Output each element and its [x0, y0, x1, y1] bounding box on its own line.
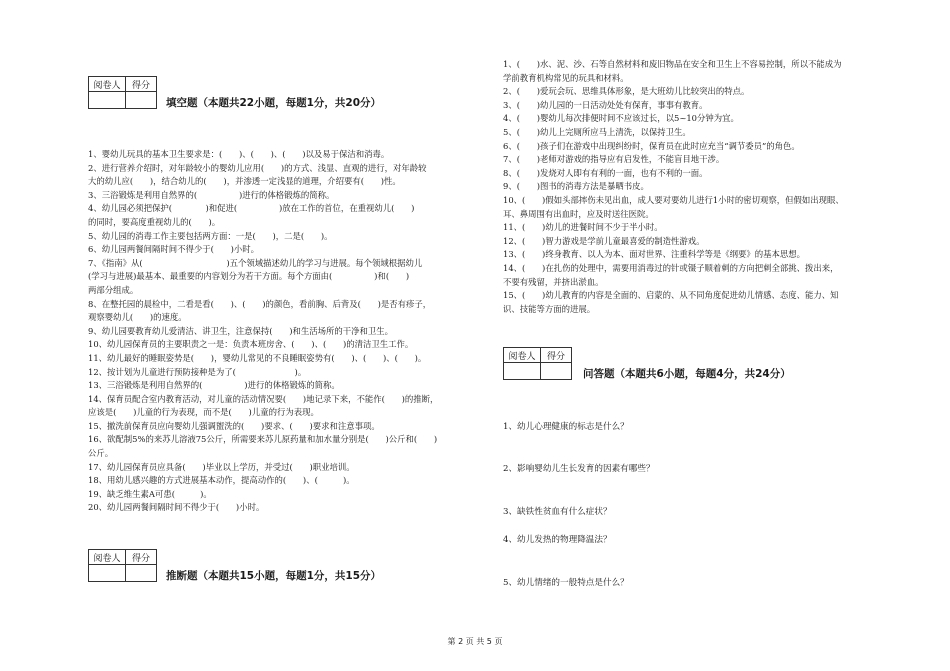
judge-line: 9、( )图书的消毒方法是暴晒书皮。: [503, 181, 649, 192]
fill-blank-line: (学习与进展)最基本、最重要的内容划分为若干方面。每个方面由( )和( ): [88, 271, 410, 282]
fill-blank-line: 3、三浴锻炼是利用自然界的( )进行的体格锻炼的简称。: [88, 189, 335, 200]
fill-blank-line: 9、幼儿园要教育幼儿爱清洁、讲卫生，注意保持( )和生活场所的干净和卫生。: [88, 325, 393, 336]
fill-blank-line: 5、幼儿园的消毒工作主要包括两方面：一是( )，二是( )。: [88, 230, 333, 241]
fill-blank-line: 6、幼儿园两餐间隔时间不得少于( )小时。: [88, 244, 259, 255]
fill-blank-line: 应该是( )儿童的行为表现，而不是( )儿童的行为表现。: [88, 407, 319, 418]
qa-question: 2、影响婴幼儿生长发育的因素有哪些？: [503, 464, 655, 474]
judge-line: 11、( )幼儿的进餐时间不少于半小时。: [503, 222, 663, 233]
score-label: 得分: [126, 550, 157, 565]
fill-blank-line: 17、幼儿园保育员应具备( )毕业以上学历，并受过( )职业培训。: [88, 461, 355, 472]
judge-line: 15、( )幼儿教育的内容是全面的、启蒙的、从不同角度促进幼儿情感、态度、能力、知: [503, 290, 839, 301]
judge-line: 6、( )孩子们在游戏中出现纠纷时，保育员在此时应充当“调节委员”的角色。: [503, 140, 800, 151]
reviewer-cell: [89, 92, 126, 109]
qa-question: 4、幼儿发热的物理降温法？: [503, 535, 612, 545]
judge-line: 12、( )智力游戏是学前儿童最喜爱的制造性游戏。: [503, 235, 705, 246]
score-box-fill-blank: [88, 76, 157, 109]
judge-line: 3、( )幼儿园的一日活动处处有保育，事事有教育。: [503, 99, 708, 110]
judge-line: 13、( )终身教育、以人为本、面对世界、注重科学等是《纲要》的基本思想。: [503, 249, 805, 260]
fill-blank-line: 12、按计划为儿童进行预防接种是为了( )。: [88, 366, 307, 377]
judge-line: 2、( )爱玩会玩、思维具体形象，是大班幼儿比较突出的特点。: [503, 86, 750, 97]
score-cell: [126, 92, 157, 109]
score-label: 得分: [126, 77, 157, 92]
fill-blank-line: 2、进行营养介绍时，对年龄较小的婴幼儿应用( )的方式、浅显、直观的进行，对年龄较: [88, 162, 427, 173]
judge-line: 不要有残留，并挤出淤血。: [503, 276, 604, 287]
judge-questions: [503, 58, 844, 316]
qa-question: 5、幼儿情绪的一般特点是什么？: [503, 578, 629, 588]
judge-line: 8、( )发烧对人即有有利的一面，也有不利的一面。: [503, 167, 708, 178]
page-number: 第 2 页 共 5 页: [447, 637, 503, 646]
fill-blank-line: 10、幼儿园保育员的主要职责之一是：负责本班房舍、( )、( )的清洁卫生工作。: [88, 339, 414, 350]
judge-line: 4、( )婴幼儿每次排便时间不应该过长，以5~10分钟为宜。: [503, 113, 739, 124]
fill-blank-line: 两部分组成。: [88, 284, 139, 295]
fill-blank-line: 1、婴幼儿玩具的基本卫生要求是：( )、( )、( )以及易于保洁和消毒。: [88, 149, 390, 159]
score-cell: [126, 565, 157, 582]
fill-blank-line: 大的幼儿应( )，结合幼儿的( )，并渗透一定浅显的道理，介绍要有( )性。: [88, 176, 401, 187]
fill-blank-line: 16、欲配制5%的来苏儿溶液75公斤，所需要来苏儿原药量和加水量分别是( )公斤和( ): [88, 434, 438, 445]
reviewer-cell: [504, 363, 541, 380]
reviewer-label: 阅卷人: [504, 348, 541, 363]
fill-blank-line: 的同时，要高度重视幼儿的( )。: [88, 216, 221, 227]
fill-blank-line: 4、幼儿园必须把保护( )和促进( )放在工作的首位，在重视幼儿( ): [88, 203, 415, 214]
fill-blank-line: 11、幼儿最好的睡眠姿势是( )，婴幼儿常见的不良睡眠姿势有( )、( )、( )。: [88, 352, 427, 363]
judge-line: 10、( )假如头部摔伤未见出血，成人要对要幼儿进行1小时的密切观察，但假如出现眼、: [503, 194, 844, 205]
judge-title: 推断题（本题共15小题，每题1分，共15分）: [166, 570, 382, 582]
qa-title: 问答题（本题共6小题，每题4分，共24分）: [583, 368, 791, 380]
fill-blank-line: 8、在整托园的晨检中，二看是看( )、( )的颜色，看前胸、后背及( )是否有疹子，: [88, 298, 432, 309]
fill-blank-line: 20、幼儿园两餐间隔时间不得少于( )小时。: [88, 502, 265, 513]
fill-blank-title: 填空题（本题共22小题，每题1分，共20分）: [166, 97, 382, 109]
judge-line: 7、( )老师对游戏的指导应有启发性，不能盲目地干涉。: [503, 154, 725, 165]
score-cell: [541, 363, 572, 380]
fill-blank-line: 13、三浴锻炼是利用自然界的( )进行的体格锻炼的简称。: [88, 380, 340, 391]
judge-line: 5、( )幼儿上完厕所应马上清洗，以保持卫生。: [503, 126, 691, 137]
fill-blank-line: 18、用幼儿感兴趣的方式进展基本动作，提高动作的( )、( )。: [88, 475, 355, 486]
fill-blank-line: 14、保育员配合室内教育活动，对儿童的活动情况要( )地记录下来，不能作( )的推断，: [88, 393, 439, 404]
qa-question: 3、缺铁性贫血有什么症状？: [503, 507, 612, 517]
reviewer-label: 阅卷人: [89, 550, 126, 565]
judge-line: 耳、鼻周围有出血时，应及时送往医院。: [503, 208, 654, 219]
fill-blank-line: 观察婴幼儿( )的速度。: [88, 312, 187, 323]
score-label: 得分: [541, 348, 572, 363]
score-box-judge: [88, 549, 157, 582]
reviewer-cell: [89, 565, 126, 582]
fill-blank-line: 15、撤洗前保育员应向婴幼儿强调盥洗的( )要求、( )要求和注意事项。: [88, 420, 380, 431]
fill-blank-line: 7、《指南》从( )五个领域描述幼儿的学习与进展。每个领域根据幼儿: [88, 257, 423, 268]
score-box-qa: [503, 347, 572, 380]
judge-line: 1、( )水、泥、沙、石等自然材料和废旧物品在安全和卫生上不容易控制，所以不能成为: [503, 59, 842, 69]
judge-line: 识、技能等方面的进展。: [503, 303, 596, 314]
reviewer-label: 阅卷人: [89, 77, 126, 92]
fill-blank-line: 19、缺乏维生素A可患( )。: [88, 488, 212, 499]
fill-blank-line: 公斤。: [88, 448, 114, 459]
judge-line: 14、( )在扎伤的处理中，需要用消毒过的针或镊子顺着刺的方向把刺全部挑、拨出来，: [503, 262, 839, 273]
fill-blank-questions: [88, 148, 438, 515]
judge-line: 学前教育机构常见的玩具和材料。: [503, 72, 629, 83]
qa-question: 1、幼儿心理健康的标志是什么？: [503, 422, 629, 432]
